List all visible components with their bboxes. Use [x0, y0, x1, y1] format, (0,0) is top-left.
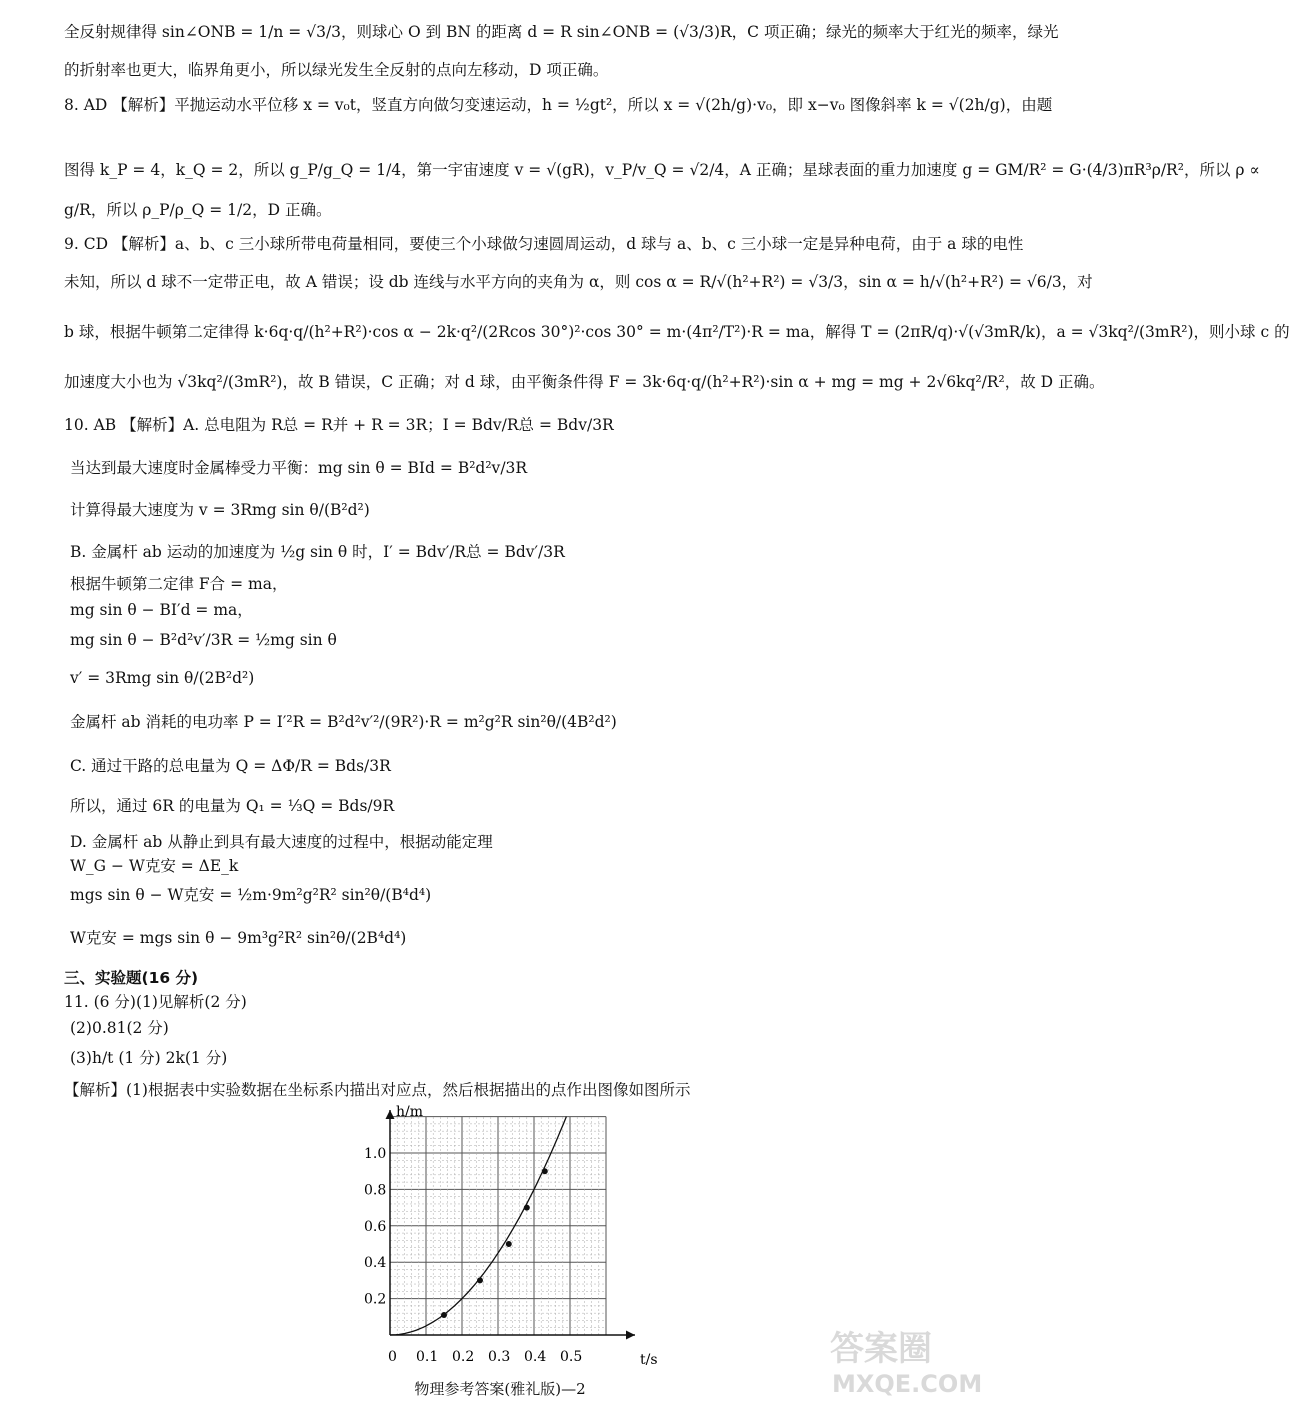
text-line: mg sin θ − B²d²v′/3R = ½mg sin θ [70, 631, 337, 649]
watermark-logo [820, 1318, 983, 1398]
text-line: v′ = 3Rmg sin θ/(2B²d²) [70, 669, 255, 687]
text-line: 当达到最大速度时金属棒受力平衡：mg sin θ = BId = B²d²v/3R [70, 459, 528, 477]
y-tick-label: 0.6 [364, 1218, 387, 1235]
text-line: mg sin θ − BI′d = ma， [70, 601, 253, 619]
text-line: 图得 k_P = 4，k_Q = 2，所以 g_P/g_Q = 1/4，第一宇宙速度 v = √(gR)，v_P/v_Q = √2/4，A 正确；星球表面的重力加速度 g = GM/R² = G·(4/3)πR³ρ/R²，所以 ρ ∝ [64, 161, 1260, 179]
text-line: g/R，所以 ρ_P/ρ_Q = 1/2，D 正确。 [64, 201, 332, 219]
x-axis-label: t/s [640, 1352, 658, 1368]
text-line: D. 金属杆 ab 从静止到具有最大速度的过程中，根据动能定理 [70, 833, 493, 851]
data-point [506, 1241, 512, 1247]
text-line: 计算得最大速度为 v = 3Rmg sin θ/(B²d²) [70, 501, 370, 519]
data-point [477, 1277, 483, 1283]
text-line: 加速度大小也为 √3kq²/(3mR²)，故 B 错误，C 正确；对 d 球，由平衡条件得 F = 3k·6q·q/(h²+R²)·sin α + mg = mg + 2√6kq²/R²，故 D 正确。 [64, 373, 1105, 391]
y-tick-label: 0.8 [364, 1182, 387, 1199]
page-footer: 物理参考答案(雅礼版)—2 [414, 1380, 586, 1398]
text-line: 根据牛顿第二定律 F合 = ma， [70, 575, 288, 593]
section-title-experiment: 三、实验题(16 分) [64, 969, 199, 987]
text-line: B. 金属杆 ab 运动的加速度为 ½g sin θ 时，I′ = Bdv′/R总 = Bdv′/3R [70, 543, 565, 561]
text-line: (3)h/t (1 分) 2k(1 分) [70, 1049, 228, 1067]
svg-text:MXQE.COM: MXQE.COM [832, 1370, 983, 1398]
text-line: mgs sin θ − W克安 = ½m·9m²g²R² sin²θ/(B⁴d⁴) [70, 886, 432, 904]
x-tick-label: 0 [388, 1349, 397, 1365]
h-t-graph [350, 1100, 670, 1375]
question-8-header: 8. AD 【解析】平抛运动水平位移 x = v₀t，竖直方向做匀变速运动，h = ½gt²，所以 x = √(2h/g)·v₀，即 x−v₀ 图像斜率 k = √(2h/g)，由题 [64, 96, 1053, 114]
svg-text:答案圈: 答案圈 [830, 1329, 932, 1369]
text-line: 未知，所以 d 球不一定带正电，故 A 错误；设 db 连线与水平方向的夹角为 α，则 cos α = R/√(h²+R²) = √3/3，sin α = h/√(h²+R²) = √6/3，对 [64, 273, 1093, 291]
text-line: C. 通过干路的总电量为 Q = ΔΦ/R = Bds/3R [70, 757, 391, 775]
y-tick-label: 0.2 [364, 1291, 387, 1308]
data-point [524, 1205, 530, 1211]
text-line: 全反射规律得 sin∠ONB = 1/n = √3/3，则球心 O 到 BN 的距离 d = R sin∠ONB = (√3/3)R，C 项正确；绿光的频率大于红光的频率，绿光 [64, 23, 1059, 41]
x-tick-label: 0.5 [560, 1349, 583, 1365]
chart-svg [350, 1100, 670, 1375]
text-line: 的折射率也更大，临界角更小，所以绿光发生全反射的点向左移动，D 项正确。 [64, 61, 609, 79]
text-line: b 球，根据牛顿第二定律得 k·6q·q/(h²+R²)·cos α − 2k·q²/(2Rcos 30°)²·cos 30° = m·(4π²/T²)·R = ma，解得 T = (2πR/q)·√(√3mR/k)，a = √3kq²/(3mR²)，则小球 c 的 [64, 323, 1290, 341]
y-tick-label: 1.0 [364, 1146, 387, 1162]
analysis-line: 【解析】(1)根据表中实验数据在坐标系内描出对应点，然后根据描出的点作出图像如图所示 [64, 1081, 691, 1099]
x-tick-label: 0.3 [488, 1349, 511, 1365]
text-line: W_G − W克安 = ΔE_k [70, 857, 239, 875]
text-line: 所以，通过 6R 的电量为 Q₁ = ⅓Q = Bds/9R [70, 797, 395, 815]
text-line: 金属杆 ab 消耗的电功率 P = I′²R = B²d²v′²/(9R²)·R = m²g²R sin²θ/(4B²d²) [70, 713, 617, 731]
data-point [542, 1168, 548, 1174]
y-tick-label: 0.4 [364, 1255, 387, 1272]
question-9-header: 9. CD 【解析】a、b、c 三小球所带电荷量相同，要使三个小球做匀速圆周运动，d 球与 a、b、c 三小球一定是异种电荷，由于 a 球的电性 [64, 235, 1024, 253]
question-10-header: 10. AB 【解析】A. 总电阻为 R总 = R并 + R = 3R；I = Bdv/R总 = Bdv/3R [64, 416, 614, 434]
x-tick-label: 0.1 [416, 1349, 439, 1365]
text-line: W克安 = mgs sin θ − 9m³g²R² sin²θ/(2B⁴d⁴) [70, 929, 407, 947]
chart-grid [390, 1117, 606, 1335]
x-tick-label: 0.4 [524, 1349, 547, 1365]
y-axis-label: h/m [396, 1104, 424, 1120]
x-tick-label: 0.2 [452, 1349, 475, 1365]
question-11-header: 11. (6 分)(1)见解析(2 分) [64, 993, 247, 1011]
text-line: (2)0.81(2 分) [70, 1019, 169, 1037]
data-point [441, 1312, 447, 1318]
